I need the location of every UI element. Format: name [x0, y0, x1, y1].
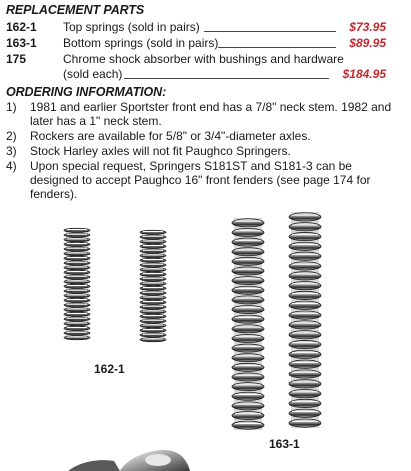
note-number: 3) — [6, 144, 17, 158]
spring-left — [232, 218, 264, 430]
caption-162-1: 162-1 — [94, 362, 125, 376]
part-description-continued: (sold each) — [63, 67, 123, 81]
caption-163-1: 163-1 — [269, 437, 300, 451]
part-price: $184.95 — [342, 67, 386, 81]
ordering-information-heading: ORDERING INFORMATION: — [6, 85, 167, 99]
top-springs-image — [64, 228, 166, 342]
note-number: 1) — [6, 100, 17, 114]
note-text: 1981 and earlier Sportster front end has a 7/8" neck stem. 1982 and later has a 1" neck stem. — [30, 100, 392, 128]
note-text: Stock Harley axles will not fit Paughco Springers. — [30, 144, 291, 158]
spring-right — [289, 212, 321, 428]
spring-right — [140, 230, 166, 342]
spring-left — [64, 228, 90, 340]
part-description: Top springs (sold in pairs) — [63, 20, 200, 34]
part-number: 163-1 — [6, 36, 37, 50]
note-text: Rockers are available for 5/8" or 3/4"-diameter axles. — [30, 129, 311, 143]
part-description: Chrome shock absorber with bushings and hardware — [63, 52, 344, 66]
part-description: Bottom springs (sold in pairs) — [63, 36, 219, 50]
note-number: 4) — [6, 159, 17, 173]
part-number: 162-1 — [6, 20, 37, 34]
replacement-parts-heading: REPLACEMENT PARTS — [6, 3, 145, 17]
note-number: 2) — [6, 129, 17, 143]
note-text: Upon special request, Springers S181ST and S181-3 can be designed to accept Paughco 16" front fenders (see page 174 for fenders). — [30, 159, 371, 201]
bottom-springs-image — [232, 212, 321, 430]
part-price: $73.95 — [349, 20, 386, 34]
chrome-part-image — [68, 450, 190, 471]
part-price: $89.95 — [349, 36, 386, 50]
part-number: 175 — [6, 52, 27, 66]
